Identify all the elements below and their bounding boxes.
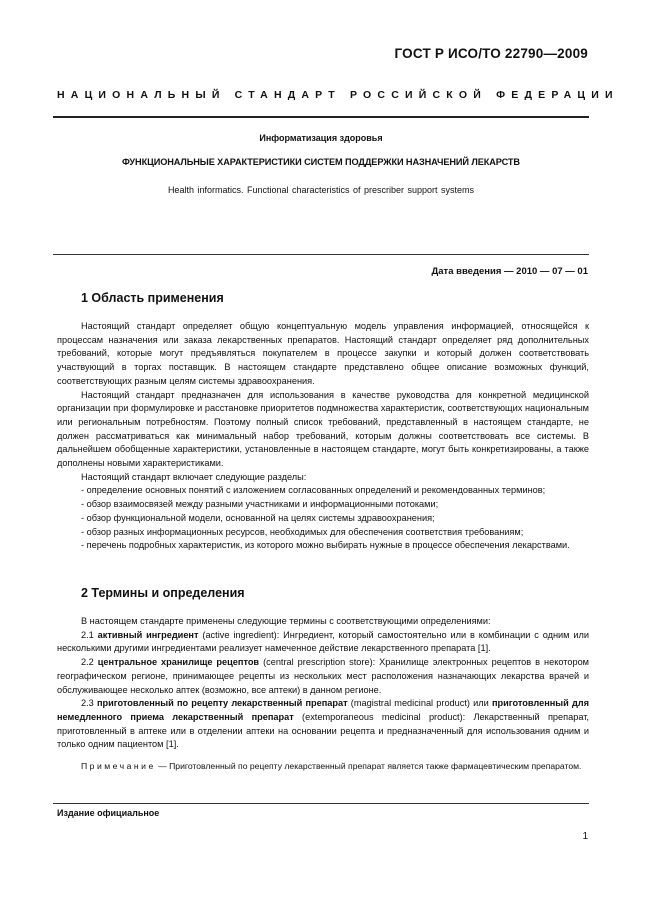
paragraph: В настоящем стандарте применены следующие термины с соответствующими определениями: — [81, 616, 491, 626]
paragraph: Настоящий стандарт определяет общую концептуальную модель управления информацией, относящейся к процессам назначения или заказа лекарственных препаратов. Настоящий стандарт определяет ряд дополнительных требований, которые могут предъявляться покупателем в процессе закупки и который должен соответствовать участвующий в торгах поставщик. В настоящем стандарте представлено общее описание возможных функций, соответствующих разным целям системы здравоохранения. — [57, 321, 589, 386]
list-item: - перечень подробных характеристик, из которого можно выбирать нужные в процессе обеспечения лекарствами. — [81, 540, 570, 551]
list-item: - обзор взаимосвязей между разными участниками и информационными потоками; — [81, 499, 439, 510]
english-title: Health informatics. Functional characteristics of prescriber support systems — [167, 185, 475, 195]
term-definition: (central prescription store): Хранилище электронных рецептов в некотором географическом регионе, принимающее рецепты из нескольких мест расположения назначающих лекарства врачей и обслуживающее несколько аптек (возможно, все аптеки) в данном регионе. — [57, 657, 589, 695]
term-number: 2.1 — [81, 629, 94, 640]
document-title: ФУНКЦИОНАЛЬНЫЕ ХАРАКТЕРИСТИКИ СИСТЕМ ПОДДЕРЖКИ НАЗНАЧЕНИЙ ЛЕКАРСТВ — [122, 157, 520, 167]
section-2-heading: 2 Термины и определения — [81, 586, 245, 600]
section-1-body — [57, 320, 589, 553]
section-1-heading: 1 Область применения — [81, 291, 224, 305]
term-definition: (extemporaneous medicinal product): Лекарственный препарат, приготовленный в аптеке или в отделении аптеки на основании рецепта и предназначенный для использования одним и только одним пациентом [1]. — [57, 711, 589, 750]
national-standard-banner: НАЦИОНАЛЬНЫЙ СТАНДАРТ РОССИЙСКОЙ ФЕДЕРАЦИИ — [57, 89, 619, 101]
note — [57, 760, 589, 773]
page-number: 1 — [582, 831, 588, 842]
section-2-body — [57, 615, 589, 773]
standard-code: ГОСТ Р ИСО/ТО 22790—2009 — [394, 46, 588, 61]
title-rule — [53, 254, 589, 255]
term-name: активный ингредиент — [97, 629, 199, 640]
list-item: - обзор функциональной модели, основанной на целях системы здравоохранения; — [81, 512, 435, 523]
term-entry — [57, 697, 589, 752]
term-name: центральное хранилище рецептов — [97, 657, 260, 668]
note-text: — Приготовленный по рецепту лекарственный препарат является также фармацевтическим препаратом. — [155, 761, 582, 772]
list-item: - определение основных понятий с изложением согласованных определений и рекомендованных терминов; — [81, 485, 546, 496]
term-name-alt: приготовленный для немедленного приема лекарственный препарат — [57, 698, 589, 722]
term-name: приготовленный по рецепту лекарственный препарат — [96, 698, 348, 709]
list-item: - обзор разных информационных ресурсов, необходимых для обеспечения соответствия требованиям; — [81, 526, 524, 537]
term-entry — [57, 629, 589, 656]
document-subtitle: Информатизация здоровья — [259, 133, 383, 143]
term-connector: (magistral medicinal product) или — [347, 698, 492, 709]
introduction-date: Дата введения — 2010 — 07 — 01 — [431, 266, 588, 277]
header-rule — [53, 116, 589, 118]
term-definition: (active ingredient): Ингредиент, который самостоятельно или в комбинации с одним или несколькими другими ингредиентами реализует намеченное действие лекарственного препарата [1]. — [57, 629, 590, 654]
term-entry — [57, 656, 589, 697]
paragraph: Настоящий стандарт предназначен для использования в качестве руководства для конкретной медицинской организации при формулировке и расстановке приоритетов подмножества характеристик, соответствующих национальным или региональным потребностям. Поэтому полный список требований, представленный в настоящем стандарте, не должен рассматриваться как минимальный набор требований, которым должны соответствовать все системы. В дальнейшем обобщенные характеристики, установленные в настоящем стандарте, могут быть конкретизированы, а также дополнены новыми характеристиками. — [57, 389, 589, 469]
term-number: 2.2 — [81, 657, 94, 668]
term-number: 2.3 — [81, 698, 94, 709]
footer-rule — [53, 803, 589, 804]
paragraph: Настоящий стандарт включает следующие разделы: — [81, 471, 307, 482]
edition-label: Издание официальное — [57, 808, 160, 818]
note-label: Примечание — [81, 761, 156, 772]
